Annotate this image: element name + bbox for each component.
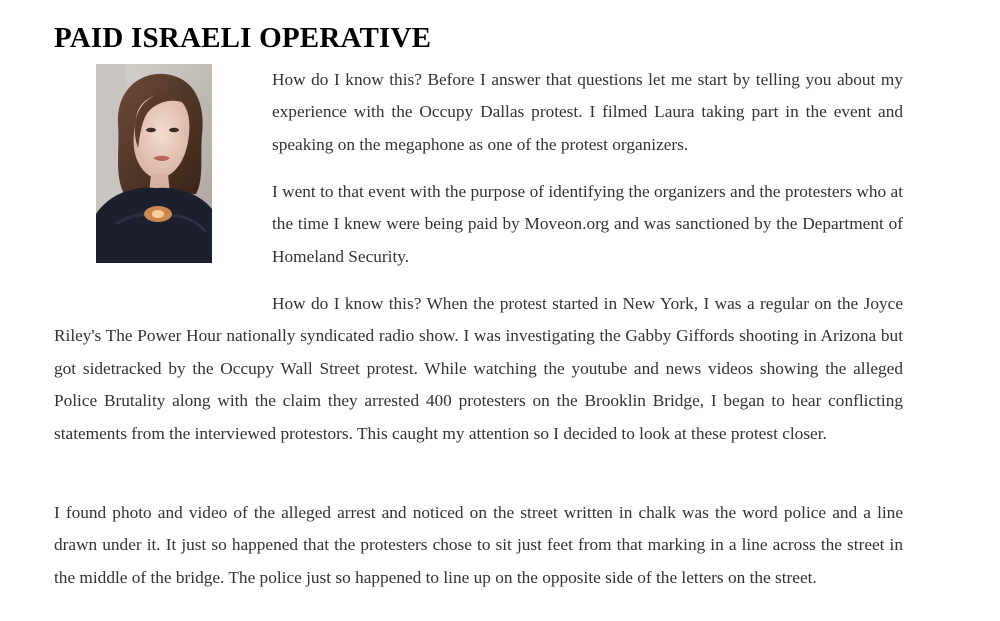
article-photo	[96, 64, 212, 263]
article-headline: PAID ISRAELI OPERATIVE	[54, 22, 432, 54]
paragraph-1: How do I know this? Before I answer that questions let me start by telling you about my experience with the Occupy Dallas protest. I filmed Laura taking part in the event and speaking on the megaphone as one of the protest organizers.	[272, 70, 903, 154]
paragraph-2: I went to that event with the purpose of identifying the organizers and the protesters who at the time I knew were being paid by Moveon.org and was sanctioned by the Department of Homeland Security.	[272, 182, 903, 266]
paragraph-3: How do I know this? When the protest started in New York, I was a regular on the Joyce Riley's The Power Hour nationally syndicated radio show. I was investigating the Gabby Giffords shooting in Arizona but got sidetracked by the Occupy Wall Street protest. While watching the youtube and news videos showing the alleged Police Brutality along with the claim they arrested 400 protesters on the Brooklin Bridge, I began to hear conflicting statements from the interviewed protestors. This caught my attention so I decided to look at these protest closer.	[54, 294, 903, 443]
paragraph-4: I found photo and video of the alleged arrest and noticed on the street written in chalk was the word police and a line drawn under it. It just so happened that the protesters chose to sit just feet from that marking in a line across the street in the middle of the bridge. The police just so happened to line up on the opposite side of the letters on the street.	[54, 503, 903, 587]
